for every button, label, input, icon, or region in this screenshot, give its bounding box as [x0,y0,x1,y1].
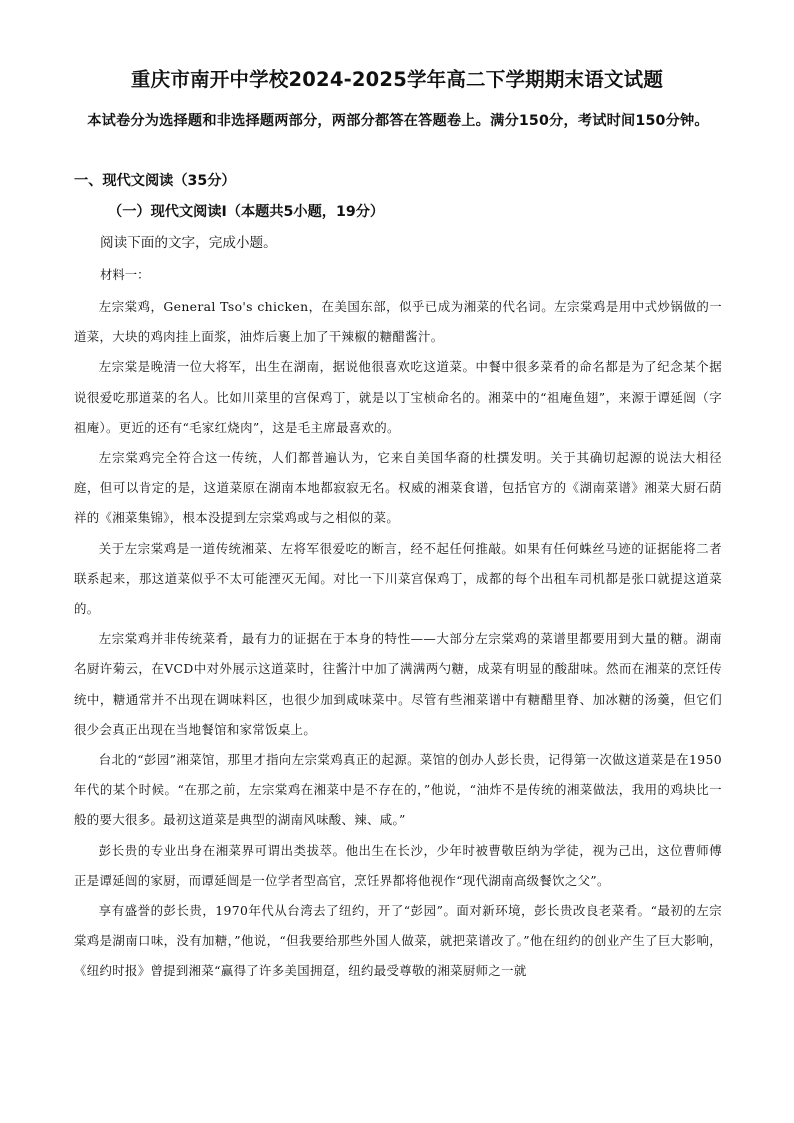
exam-title: 重庆市南开中学校2024-2025学年高二下学期期末语文试题 [130,68,664,91]
paragraph: 台北的“彭园”湘菜馆，那里才指向左宗棠鸡真正的起源。菜馆的创办人彭长贵，记得第一次做这道菜是在1950年代的某个时候。“在那之前，左宗棠鸡在湘菜中是不存在的，”他说，“油炸不是传统的湘菜做法，我用的鸡块比一般的要大很多。最初这道菜是典型的湖南风味酸、辣、咸。” [74,752,722,828]
paragraph: 彭长贵的专业出身在湘菜界可谓出类拔萃。他出生在长沙，少年时被曹敬臣纳为学徒，视为己出，这位曹师傅正是谭延闿的家厨，而谭延闿是一位学者型高官，烹饪界都将他视作“现代湖南高级餐饮之父”。 [74,842,722,888]
material-body [74,292,722,987]
paragraph: 左宗棠鸡并非传统菜肴，最有力的证据在于本身的特性——大部分左宗棠鸡的菜谱里都要用到大量的糖。湖南名厨许菊云，在VCD中对外展示这道菜时，往酱汁中加了满满两勺糖，成菜有明显的酸甜味。然而在湘菜的烹饪传统中，糖通常并不出现在调味料区，也很少加到咸味菜中。尽管有些湘菜谱中有糖醋里脊、加冰糖的汤羹，但它们很少会真正出现在当地餐馆和家常饭桌上。 [74,631,722,737]
subsection-heading: （一）现代文阅读Ⅰ（本题共5小题，19分） [108,204,385,220]
paragraph: 享有盛誉的彭长贵，1970年代从台湾去了纽约，开了“彭园”。面对新环境，彭长贵改良老菜肴。“最初的左宗棠鸡是湖南口味，没有加糖，”他说，“但我要给那些外国人做菜，就把菜谱改了。”他在纽约的创业产生了巨大影响，《纽约时报》曾提到湘菜“赢得了许多美国拥趸，纽约最受尊敬的湘菜厨师之一就 [74,903,722,979]
reading-instruction: 阅读下面的文字，完成小题。 [100,235,277,251]
paragraph: 左宗棠鸡完全符合这一传统，人们都普遍认为，它来自美国华裔的杜撰发明。关于其确切起源的说法大相径庭，但可以肯定的是，这道菜原在湖南本地都寂寂无名。权威的湘菜食谱，包括官方的《湖南菜谱》湘菜大厨石荫祥的《湘菜集锦》，根本没提到左宗棠鸡或与之相似的菜。 [74,450,722,526]
paragraph: 左宗棠鸡，General Tso's chicken，在美国东部，似乎已成为湘菜的代名词。左宗棠鸡是用中式炒锅做的一道菜，大块的鸡肉挂上面浆，油炸后裹上加了干辣椒的糖醋酱汁。 [74,299,722,345]
exam-notice: 本试卷分为选择题和非选择题两部分，两部分都答在答题卷上。满分150分，考试时间150分钟。 [87,113,709,129]
section-heading: 一、现代文阅读（35分） [74,173,236,189]
material-label: 材料一： [100,267,150,282]
paragraph: 左宗棠是晚清一位大将军，出生在湖南，据说他很喜欢吃这道菜。中餐中很多菜肴的命名都是为了纪念某个据说很爱吃那道菜的名人。比如川菜里的宫保鸡丁，就是以丁宝桢命名的。湘菜中的“祖庵鱼翅”，来源于谭延闿（字祖庵）。更近的还有“毛家红烧肉”，这是毛主席最喜欢的。 [74,359,722,435]
paragraph: 关于左宗棠鸡是一道传统湘菜、左将军很爱吃的断言，经不起任何推敲。如果有任何蛛丝马迹的证据能将二者联系起来，那这道菜似乎不太可能湮灭无闻。对比一下川菜宫保鸡丁，成都的每个出租车司机都是张口就提这道菜的。 [74,540,722,617]
